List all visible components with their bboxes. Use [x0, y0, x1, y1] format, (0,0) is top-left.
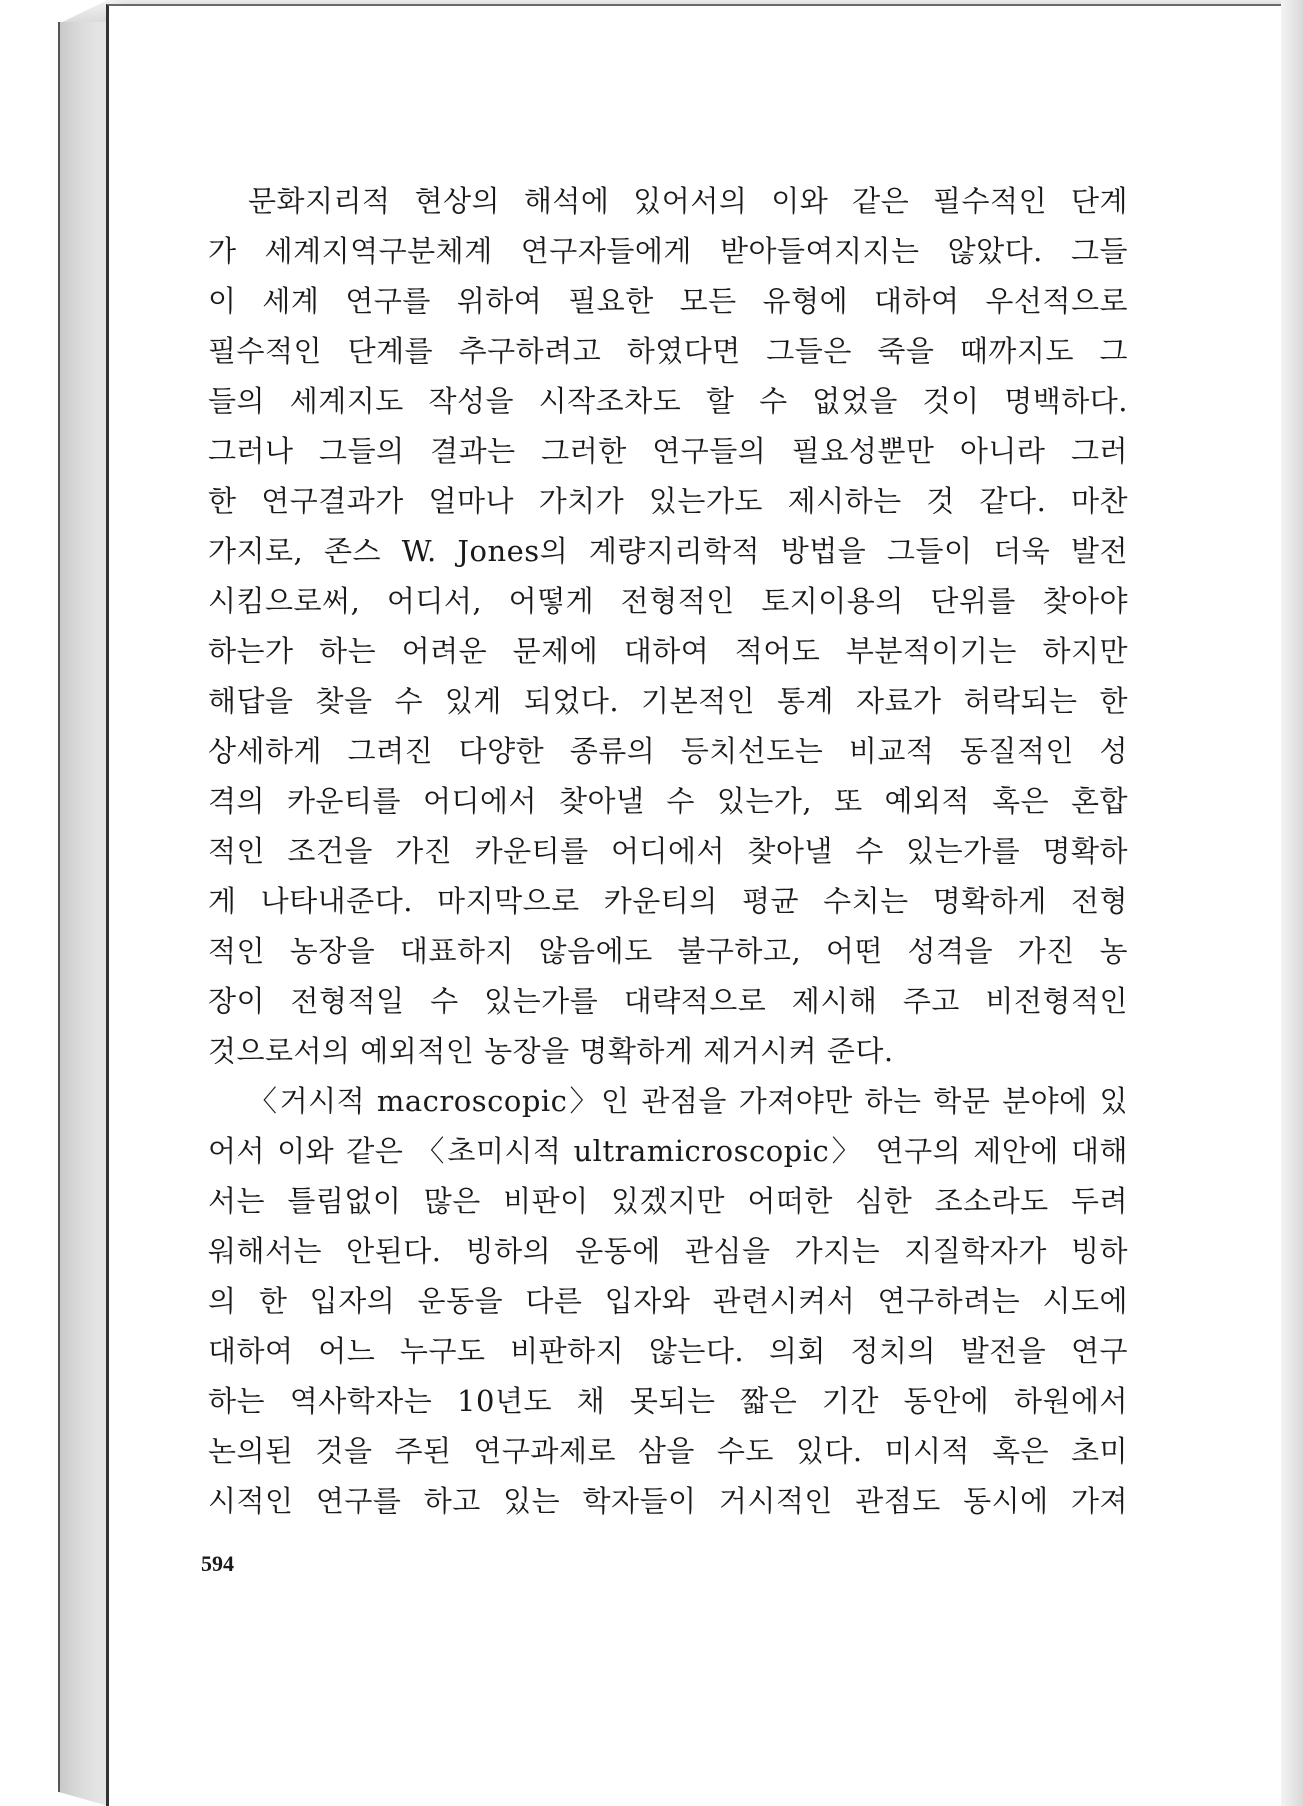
- text-line: 적인 농장을 대표하지 않음에도 불구하고, 어떤 성격을 가진 농: [208, 934, 1128, 968]
- text-line: 시적인 연구를 하고 있는 학자들이 거시적인 관점도 동시에 가져: [208, 1484, 1128, 1518]
- book-spine: [58, 22, 108, 1806]
- text-line: 서는 틀림없이 많은 비판이 있겠지만 어떠한 심한 조소라도 두려: [208, 1184, 1128, 1218]
- text-line: 상세하게 그려진 다양한 종류의 등치선도는 비교적 동질적인 성: [208, 734, 1128, 768]
- text-line: 논의된 것을 주된 연구과제로 삼을 수도 있다. 미시적 혹은 초미: [208, 1434, 1128, 1468]
- text-line: 이 세계 연구를 위하여 필요한 모든 유형에 대하여 우선적으로: [208, 284, 1128, 318]
- text-line: 의 한 입자의 운동을 다른 입자와 관련시켜서 연구하려는 시도에: [208, 1284, 1128, 1318]
- text-line: 대하여 어느 누구도 비판하지 않는다. 의회 정치의 발전을 연구: [208, 1334, 1128, 1368]
- text-line: 것으로서의 예외적인 농장을 명확하게 제거시켜 준다.: [208, 1034, 894, 1068]
- text-line: 게 나타내준다. 마지막으로 카운티의 평균 수치는 명확하게 전형: [208, 884, 1128, 918]
- text-line: 해답을 찾을 수 있게 되었다. 기본적인 통계 자료가 허락되는 한: [208, 684, 1128, 718]
- text-line: 들의 세계지도 작성을 시작조차도 할 수 없었을 것이 명백하다.: [208, 384, 1128, 418]
- text-line: 적인 조건을 가진 카운티를 어디에서 찾아낼 수 있는가를 명확하: [208, 834, 1128, 868]
- text-line: 〈거시적 macroscopic〉인 관점을 가져야만 하는 학문 분야에 있: [248, 1084, 1128, 1118]
- text-line: 하는 역사학자는 10년도 채 못되는 짧은 기간 동안에 하원에서: [208, 1384, 1128, 1418]
- text-line: 워해서는 안된다. 빙하의 운동에 관심을 가지는 지질학자가 빙하: [208, 1234, 1128, 1268]
- text-line: 필수적인 단계를 추구하려고 하였다면 그들은 죽을 때까지도 그: [208, 334, 1128, 368]
- page-number: 594: [201, 1551, 234, 1576]
- text-line: 시킴으로써, 어디서, 어떻게 전형적인 토지이용의 단위를 찾아야: [208, 584, 1128, 618]
- text-line: 문화지리적 현상의 해석에 있어서의 이와 같은 필수적인 단계: [248, 184, 1128, 218]
- text-line: 가 세계지역구분체계 연구자들에게 받아들여지지는 않았다. 그들: [208, 234, 1128, 268]
- text-line: 어서 이와 같은 〈초미시적 ultramicroscopic〉 연구의 제안에 대해: [208, 1134, 1128, 1168]
- body-text: [208, 176, 1128, 1526]
- page-right-edge: [1281, 0, 1303, 1806]
- text-line: 한 연구결과가 얼마나 가치가 있는가도 제시하는 것 같다. 마찬: [208, 484, 1128, 518]
- text-line: 격의 카운티를 어디에서 찾아낼 수 있는가, 또 예외적 혹은 혼합: [208, 784, 1128, 818]
- text-line: 하는가 하는 어려운 문제에 대하여 적어도 부분적이기는 하지만: [208, 634, 1128, 668]
- text-line: 그러나 그들의 결과는 그러한 연구들의 필요성뿐만 아니라 그러: [208, 434, 1128, 468]
- book-spine-area: [0, 0, 106, 1806]
- text-line: 장이 전형적일 수 있는가를 대략적으로 제시해 주고 비전형적인: [208, 984, 1128, 1018]
- text-line: 가지로, 존스 W. Jones의 계량지리학적 방법을 그들이 더욱 발전: [208, 534, 1128, 568]
